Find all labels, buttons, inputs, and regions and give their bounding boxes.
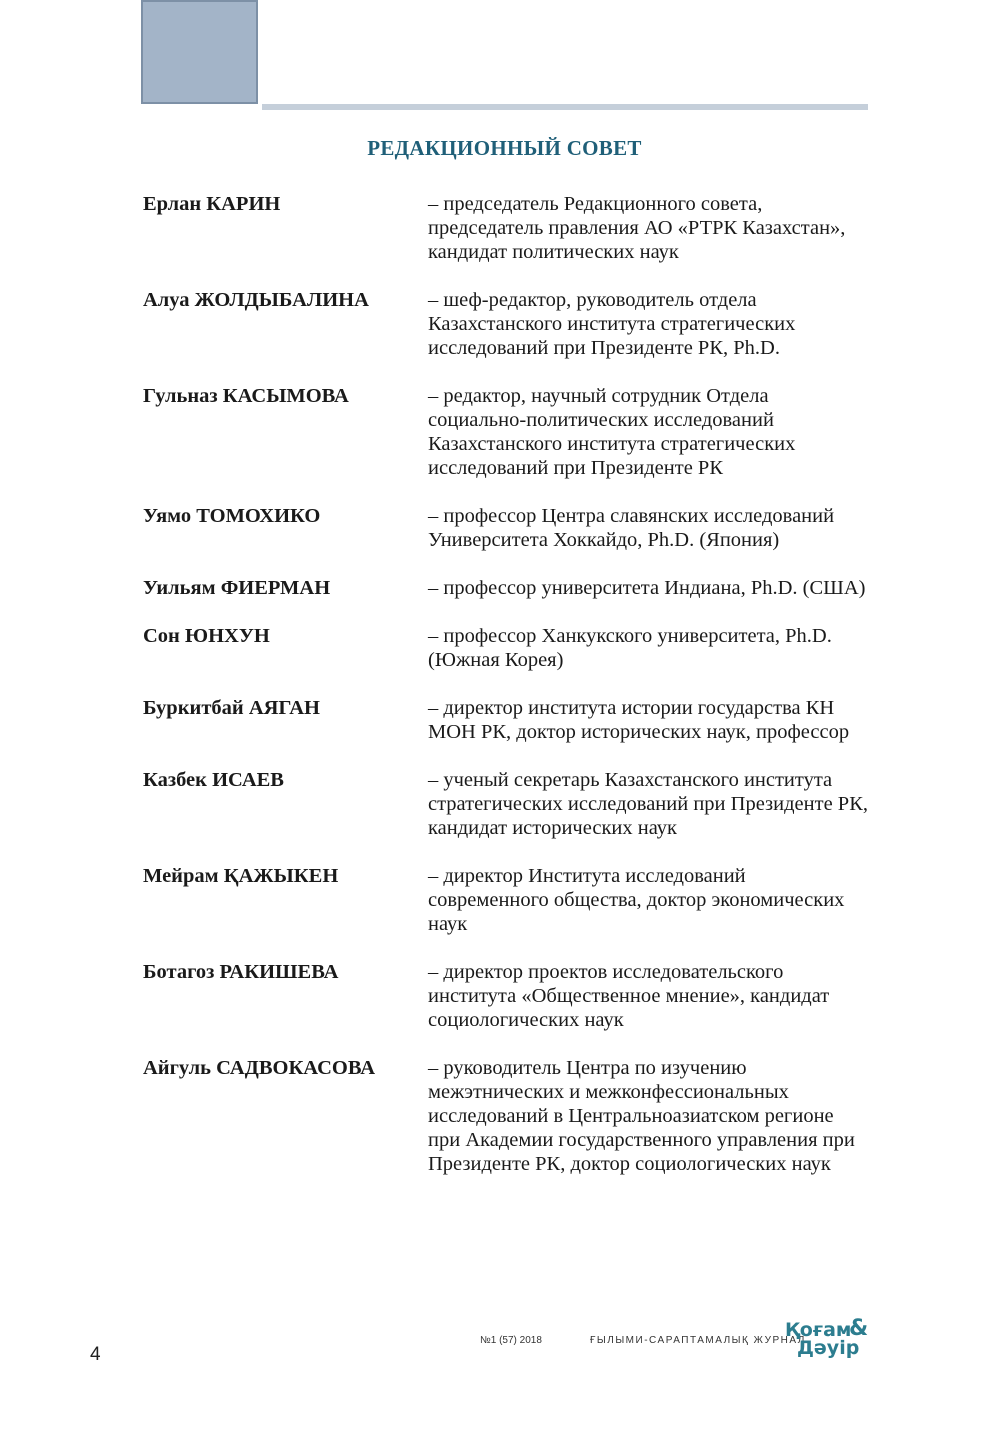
board-member	[143, 504, 873, 552]
member-name: Сон ЮНХУН	[143, 625, 270, 647]
section-title: РЕДАКЦИОННЫЙ СОВЕТ	[367, 136, 642, 160]
member-role: – ученый секретарь Казахстанского института стратегических исследований при Президенте РК, кандидат исторических наук	[428, 769, 869, 839]
member-name: Буркитбай АЯГАН	[143, 697, 320, 719]
board-member	[143, 768, 873, 840]
member-role: – директор проектов исследовательского института «Общественное мнение», кандидат социологических наук	[428, 961, 830, 1031]
member-role: – директор Института исследований современного общества, доктор экономических наук	[428, 865, 845, 935]
journal-logo	[783, 1316, 873, 1362]
member-name: Казбек ИСАЕВ	[143, 769, 284, 791]
member-role: – профессор университета Индиана, Ph.D. (США)	[428, 577, 866, 599]
board-member	[143, 384, 873, 480]
member-role: – шеф-редактор, руководитель отдела Казахстанского института стратегических исследований при Президенте РК, Ph.D.	[428, 289, 796, 359]
board-member	[143, 288, 873, 360]
member-name: Айгуль САДВОКАСОВА	[143, 1057, 376, 1079]
member-name: Уильям ФИЕРМАН	[143, 577, 331, 599]
corner-decoration-square	[141, 0, 258, 104]
page-number: 4	[90, 1344, 101, 1365]
member-name: Ерлан КАРИН	[143, 193, 281, 215]
member-role: – редактор, научный сотрудник Отдела социально-политических исследований Казахстанского института стратегических исследований при Президенте РК	[428, 385, 796, 479]
board-member	[143, 576, 873, 600]
journal-name: ҒЫЛЫМИ-САРАПТАМАЛЫҚ ЖУРНАЛ	[590, 1335, 806, 1346]
member-name: Уямо ТОМОХИКО	[143, 505, 321, 527]
editorial-board-list	[143, 192, 873, 1200]
member-role: – профессор Ханкукского университета, Ph.D. (Южная Корея)	[428, 625, 832, 671]
board-member	[143, 696, 873, 744]
header-rule	[262, 104, 868, 110]
board-member	[143, 192, 873, 264]
member-role: – директор института истории государства КН МОН РК, доктор исторических наук, профессор	[428, 697, 850, 743]
board-member	[143, 960, 873, 1032]
member-name: Мейрам ҚАЖЫКЕН	[143, 865, 339, 887]
board-member	[143, 624, 873, 672]
member-name: Ботагоз РАКИШЕВА	[143, 961, 339, 983]
issue-number: №1 (57) 2018	[480, 1335, 542, 1346]
member-role: – руководитель Центра по изучению межэтнических и межконфессиональных исследований в Центральноазиатском регионе при Академии государственного управления при Президенте РК, доктор социологических наук	[428, 1057, 855, 1175]
member-name: Алуа ЖОЛДЫБАЛИНА	[143, 289, 369, 311]
member-name: Гульназ КАСЫМОВА	[143, 385, 349, 407]
board-member	[143, 864, 873, 936]
member-role: – председатель Редакционного совета, председатель правления АО «РТРК Казахстан», кандидат политических наук	[428, 193, 846, 263]
logo-ampersand: &	[849, 1316, 869, 1341]
board-member	[143, 1056, 873, 1176]
logo-text-line2: Дәуір	[797, 1337, 860, 1359]
member-role: – профессор Центра славянских исследований Университета Хоккайдо, Ph.D. (Япония)	[428, 505, 835, 551]
logo-text-line1: Қоғам	[785, 1319, 852, 1341]
